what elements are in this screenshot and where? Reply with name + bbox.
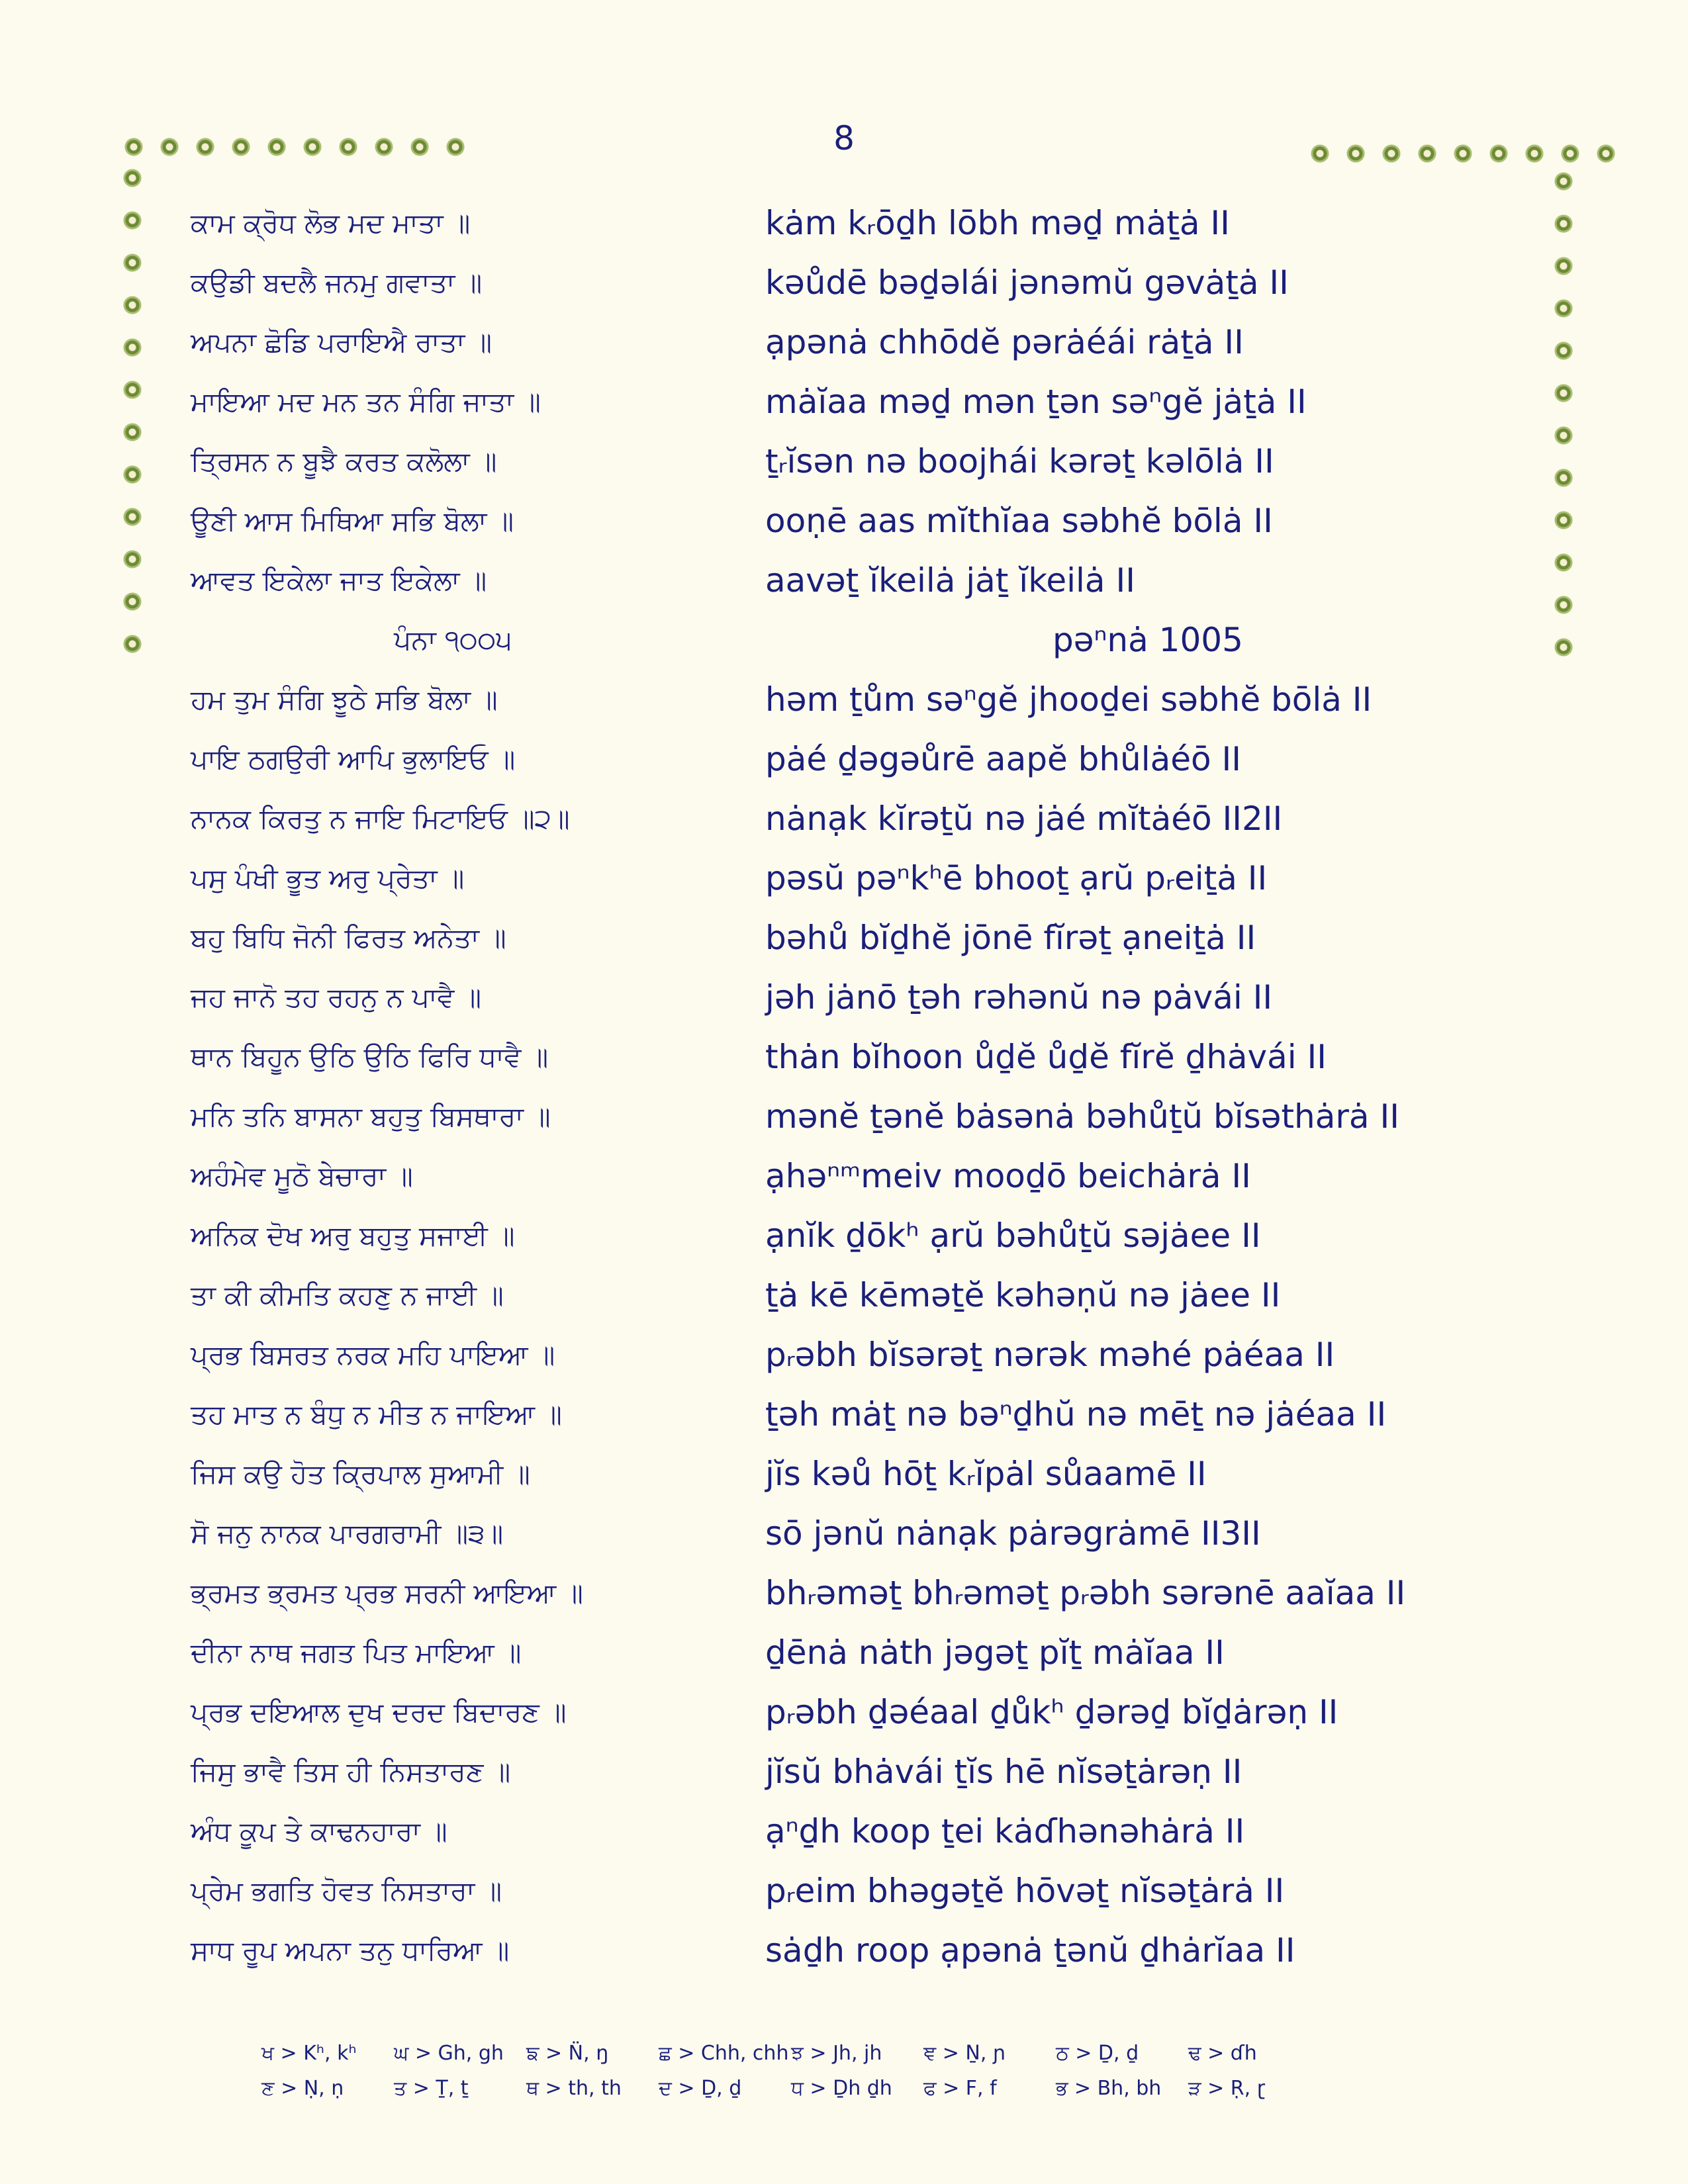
legend-item: ਖ > Kʰ, kʰ — [261, 2042, 357, 2065]
transliteration-text: pəsŭ pəⁿkʰē bhooṯ ạrŭ pᵣeiṯȧ II — [765, 859, 1268, 897]
flower-icon — [160, 138, 179, 156]
legend-item: ਙ > N̈, ŋ — [526, 2042, 609, 2065]
gurmukhi-text: ਸਾਧ ਰੂਪ ਅਪਨਾ ਤਨੁ ਧਾਰਿਆ ॥ — [191, 1934, 510, 1966]
transliteration-text: jĭs kəů hōṯ kᵣĭpȧl sůaamē II — [765, 1455, 1207, 1493]
flower-icon — [124, 138, 143, 156]
verse-line — [0, 1623, 1688, 1682]
transliteration-text: sō jənŭ nȧnạk pȧrəgrȧmē II3II — [765, 1514, 1261, 1553]
gurmukhi-text: ਭ੍ਰਮਤ ਭ੍ਰਮਤ ਪ੍ਰਭ ਸਰਨੀ ਆਇਆ ॥ — [191, 1577, 583, 1609]
legend-item: ੜ > Ṛ, ɽ — [1188, 2077, 1266, 2100]
flower-icon — [1597, 144, 1615, 163]
flower-icon — [232, 138, 250, 156]
legend-item: ਣ > Ṇ, ṇ — [261, 2077, 344, 2100]
transliteration-text: jĭsŭ bhȧvái ṯĭs hē nĭsəṯȧrəṇ II — [765, 1752, 1243, 1791]
flower-icon — [1525, 144, 1544, 163]
verse-line — [0, 729, 1688, 789]
gurmukhi-text: ਹਮ ਤੁਮ ਸੰਗਿ ਝੂਠੇ ਸਭਿ ਬੋਲਾ ॥ — [191, 684, 498, 715]
flower-icon — [196, 138, 214, 156]
verse-line — [0, 253, 1688, 312]
verse-line — [0, 551, 1688, 610]
flower-icon — [303, 138, 322, 156]
flower-icon — [1554, 172, 1573, 191]
verse-line — [0, 372, 1688, 432]
transliteration-text: jəh jȧnō ṯəh rəhənŭ nə pȧvái II — [765, 978, 1273, 1017]
section-marker — [0, 610, 1688, 670]
verse-line — [0, 1444, 1688, 1504]
verse-line — [0, 1265, 1688, 1325]
gurmukhi-text: ਪਾਇ ਠਗਉਰੀ ਆਪਿ ਭੁਲਾਇਓ ॥ — [191, 743, 516, 775]
flower-icon — [1454, 144, 1472, 163]
transliteration-text: bəhů bĭḏhĕ jōnē fĭrəṯ ạneiṯȧ II — [765, 919, 1256, 957]
transliteration-text: ạⁿḏh koop ṯei kȧɗhənəhȧrȧ II — [765, 1812, 1245, 1850]
page-number: 8 — [833, 119, 855, 158]
transliteration-text: ạpənȧ chhōdĕ pərȧéái rȧṯȧ II — [765, 323, 1244, 361]
verse-line — [0, 968, 1688, 1027]
gurmukhi-text: ਕਉਡੀ ਬਦਲੈ ਜਨਮੁ ਗਵਾਤਾ ॥ — [191, 267, 483, 298]
gurmukhi-text: ਆਵਤ ਇਕੇਲਾ ਜਾਤ ਇਕੇਲਾ ॥ — [191, 565, 487, 596]
legend-item: ਘ > Gh, gh — [394, 2042, 504, 2065]
gurmukhi-text: ਅਹੰਮੇਵ ਮੂਠੋ ਬੇਚਾਰਾ ॥ — [191, 1160, 413, 1192]
transliteration-text: mȧĭaa məḏ mən ṯən səⁿgĕ jȧṯȧ II — [765, 383, 1307, 421]
verse-line — [0, 193, 1688, 253]
verse-line — [0, 1146, 1688, 1206]
transliteration-text: pᵣeim bhəgəṯĕ hōvəṯ nĭsəṯȧrȧ II — [765, 1872, 1285, 1910]
transliteration-text: kȧm kᵣōḏh lōbh məḏ mȧṯȧ II — [765, 204, 1230, 242]
flower-icon — [339, 138, 357, 156]
verse-line — [0, 908, 1688, 968]
legend-item: ਫ > F, f — [923, 2077, 997, 2100]
flower-icon — [267, 138, 286, 156]
gurmukhi-text: ਪ੍ਰੇਮ ਭਗਤਿ ਹੋਵਤ ਨਿਸਤਾਰਾ ॥ — [191, 1875, 502, 1907]
legend-item: ਛ > Chh, chh — [659, 2042, 789, 2065]
gurmukhi-text: ਪ੍ਰਭ ਦਇਆਲ ਦੁਖ ਦਰਦ ਬਿਦਾਰਣ ॥ — [191, 1696, 567, 1728]
transliteration-text: mənĕ ṯənĕ bȧsənȧ bəhůṯŭ bĭsəthȧrȧ II — [765, 1097, 1399, 1136]
transliteration-text: ṯəh mȧṯ nə bəⁿḏhŭ nə mēṯ nə jȧéaa II — [765, 1395, 1387, 1433]
gurmukhi-text: ਬਹੁ ਬਿਧਿ ਜੋਨੀ ਫਿਰਤ ਅਨੇਤਾ ॥ — [191, 922, 506, 954]
transliteration-text: ṯᵣĭsən nə boojhái kərəṯ kəlōlȧ II — [765, 442, 1274, 480]
flower-icon — [375, 138, 393, 156]
flower-icon — [410, 138, 429, 156]
transliteration-text: kəůdē bəḏəlái jənəmŭ gəvȧṯȧ II — [765, 263, 1289, 302]
verse-line — [0, 491, 1688, 551]
transliteration-text: nȧnạk kĭrəṯŭ nə jȧé mĭtȧéō II2II — [765, 799, 1283, 838]
gurmukhi-text: ਅਨਿਕ ਦੋਖ ਅਰੁ ਬਹੁਤੁ ਸਜਾਈ ॥ — [191, 1220, 515, 1251]
flower-icon — [1382, 144, 1401, 163]
transliteration-text: pȧé ḏəgəůrē aapĕ bhůlȧéō II — [765, 740, 1241, 778]
transliteration-text: ạhəⁿᵐmeiv mooḏō beichȧrȧ II — [765, 1157, 1251, 1195]
verse-line — [0, 1742, 1688, 1801]
flower-icon — [1418, 144, 1436, 163]
gurmukhi-text: ਪ੍ਰਭ ਬਿਸਰਤ ਨਰਕ ਮਹਿ ਪਾਇਆ ॥ — [191, 1339, 555, 1371]
legend-item: ਠ > Ḏ, ḏ — [1056, 2042, 1139, 2065]
gurmukhi-text: ਮਨਿ ਤਨਿ ਬਾਸਨਾ ਬਹੁਤੁ ਬਿਸਥਾਰਾ ॥ — [191, 1101, 551, 1132]
gurmukhi-text: ਅੰਧ ਕੂਪ ਤੇ ਕਾਢਨਹਾਰਾ ॥ — [191, 1815, 447, 1847]
verse-line — [0, 1801, 1688, 1861]
transliteration-text: ṯȧ kē kēməṯĕ kəhəṇŭ nə jȧee II — [765, 1276, 1281, 1314]
pronunciation-legend-row — [261, 2077, 1321, 2100]
gurmukhi-text: ਦੀਨਾ ਨਾਥ ਜਗਤ ਪਿਤ ਮਾਇਆ ॥ — [191, 1637, 522, 1668]
gurmukhi-text: ਥਾਨ ਬਿਹੂਨ ਉਠਿ ਉਠਿ ਫਿਰਿ ਧਾਵੈ ॥ — [191, 1041, 549, 1073]
section-gurmukhi: ਪੰਨਾ ੧੦੦੫ — [394, 624, 512, 656]
flower-icon — [1489, 144, 1508, 163]
transliteration-text: pᵣəbh bĭsərəṯ nərək məhé pȧéaa II — [765, 1336, 1335, 1374]
legend-item: ਢ > ɗh — [1188, 2042, 1257, 2065]
legend-item: ਭ > Bh, bh — [1056, 2077, 1162, 2100]
verse-line — [0, 432, 1688, 491]
top-right-ornament — [1311, 144, 1632, 163]
legend-item: ਞ > Ṉ, ɲ — [923, 2042, 1006, 2065]
flower-icon — [1311, 144, 1329, 163]
verse-line — [0, 1504, 1688, 1563]
verse-line — [0, 1563, 1688, 1623]
transliteration-text: bhᵣəməṯ bhᵣəməṯ pᵣəbh sərənē aaĭaa II — [765, 1574, 1406, 1612]
transliteration-text: ạnĭk ḏōkʰ ạrŭ bəhůṯŭ səjȧee II — [765, 1216, 1261, 1255]
flower-icon — [1346, 144, 1365, 163]
legend-item: ਤ > Ṯ, ṯ — [394, 2077, 469, 2100]
legend-item: ਧ > Ḏh ḏh — [791, 2077, 892, 2100]
verse-line — [0, 1921, 1688, 1980]
gurmukhi-text: ਨਾਨਕ ਕਿਰਤੁ ਨ ਜਾਇ ਮਿਟਾਇਓ ॥੨॥ — [191, 803, 570, 835]
gurmukhi-text: ਜਿਸ ਕਉ ਹੋਤ ਕ੍ਰਿਪਾਲ ਸੁਆਮੀ ॥ — [191, 1458, 530, 1490]
transliteration-text: ḏēnȧ nȧth jəgəṯ pĭṯ mȧĭaa II — [765, 1633, 1225, 1672]
verse-line — [0, 1682, 1688, 1742]
gurmukhi-text: ਜਿਸੁ ਭਾਵੈ ਤਿਸ ਹੀ ਨਿਸਤਾਰਣ ॥ — [191, 1756, 511, 1788]
legend-item: ਦ > Ḏ, ḏ — [659, 2077, 742, 2100]
gurmukhi-text: ਸੋ ਜਨੁ ਨਾਨਕ ਪਾਰਗਰਾਮੀ ॥੩॥ — [191, 1518, 504, 1549]
transliteration-text: ooṇē aas mĭthĭaa səbhĕ bōlȧ II — [765, 502, 1273, 540]
gurmukhi-text: ਪਸੁ ਪੰਖੀ ਭੂਤ ਅਰੁ ਪ੍ਰੇਤਾ ॥ — [191, 862, 465, 894]
gurmukhi-text: ਅਪਨਾ ਛੋਡਿ ਪਰਾਇਐ ਰਾਤਾ ॥ — [191, 326, 492, 358]
legend-item: ਝ > Jh, jh — [791, 2042, 882, 2065]
transliteration-text: aavəṯ ĭkeilȧ jȧṯ ĭkeilȧ II — [765, 561, 1135, 600]
transliteration-text: thȧn bĭhoon ůḏĕ ůḏĕ fĭrĕ ḏhȧvái II — [765, 1038, 1327, 1076]
gurmukhi-text: ਤ੍ਰਿਸਨ ਨ ਬੂਝੈ ਕਰਤ ਕਲੋਲਾ ॥ — [191, 445, 497, 477]
transliteration-text: sȧḏh roop ạpənȧ ṯənŭ ḏhȧrĭaa II — [765, 1931, 1295, 1970]
gurmukhi-text: ਜਹ ਜਾਨੋ ਤਹ ਰਹਨੁ ਨ ਪਾਵੈ ॥ — [191, 981, 481, 1013]
verse-line — [0, 670, 1688, 729]
legend-item: ਥ > th, th — [526, 2077, 622, 2100]
flower-icon — [123, 169, 142, 187]
verse-line — [0, 848, 1688, 908]
top-left-ornament — [124, 138, 482, 156]
verse-line — [0, 1861, 1688, 1921]
gurmukhi-text: ਮਾਇਆ ਮਦ ਮਨ ਤਨ ਸੰਗਿ ਜਾਤਾ ॥ — [191, 386, 541, 418]
gurmukhi-text: ਤਾ ਕੀ ਕੀਮਤਿ ਕਹਣੁ ਨ ਜਾਈ ॥ — [191, 1279, 504, 1311]
verse-line — [0, 1206, 1688, 1265]
verse-line — [0, 1385, 1688, 1444]
pronunciation-legend-row — [261, 2042, 1321, 2065]
verse-line — [0, 1027, 1688, 1087]
gurmukhi-text: ਤਹ ਮਾਤ ਨ ਬੰਧੁ ਨ ਮੀਤ ਨ ਜਾਇਆ ॥ — [191, 1398, 562, 1430]
transliteration-text: pᵣəbh ḏəéaal ḏůkʰ ḏərəḏ bĭḏȧrəṇ II — [765, 1693, 1338, 1731]
transliteration-text: həm ṯům səⁿgĕ jhooḏei səbhĕ bōlȧ II — [765, 680, 1372, 719]
gurmukhi-text: ਊਣੀ ਆਸ ਮਿਥਿਆ ਸਭਿ ਬੋਲਾ ॥ — [191, 505, 514, 537]
verse-line — [0, 1325, 1688, 1385]
flower-icon — [1561, 144, 1579, 163]
verse-line — [0, 1087, 1688, 1146]
verse-line — [0, 312, 1688, 372]
verse-line — [0, 789, 1688, 848]
flower-icon — [446, 138, 465, 156]
gurmukhi-text: ਕਾਮ ਕ੍ਰੋਧ ਲੋਭ ਮਦ ਮਾਤਾ ॥ — [191, 207, 471, 239]
section-translit: pəⁿnȧ 1005 — [1053, 621, 1243, 659]
